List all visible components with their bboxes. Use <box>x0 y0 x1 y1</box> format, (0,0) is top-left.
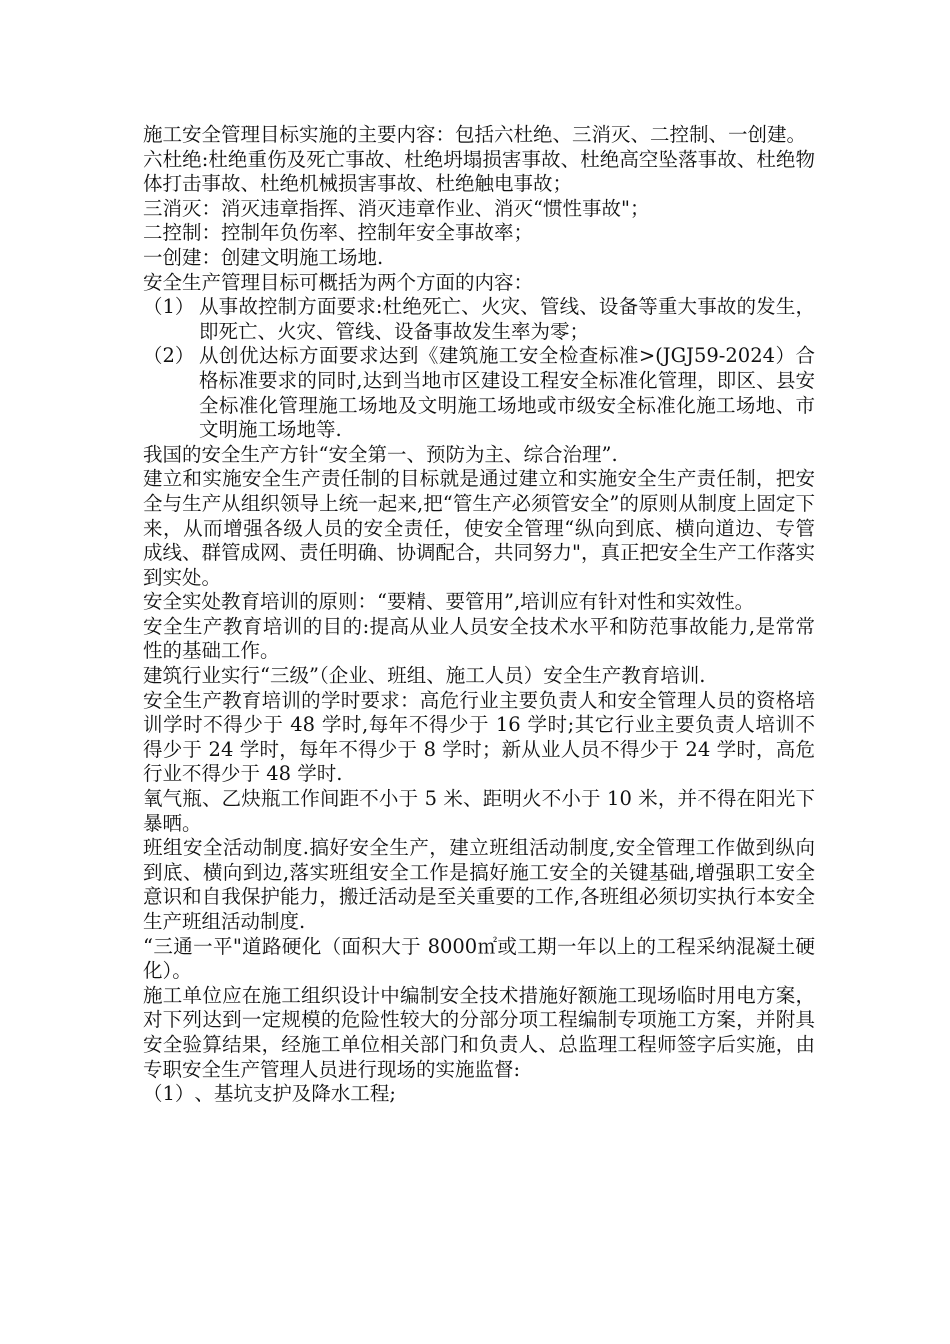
paragraph-construction-plan: 施工单位应在施工组织设计中编制安全技术措施好额施工现场临时用电方案，对下列达到一定规模的危险性较大的分部分项工程编制专项施工方案，并附具安全验算结果，经施工单位相关部门和负责人、总监理工程师签字后实施，由专职安全生产管理人员进行现场的实施监督: <box>143 983 815 1081</box>
paragraph-training-hours: 安全生产教育培训的学时要求：高危行业主要负责人和安全管理人员的资格培训学时不得少于 48 学时,每年不得少于 16 学时;其它行业主要负责人培训不得少于 24 学时，每年不得少于 8 学时；新从业人员不得少于 24 学时，高危行业不得少于 48 学时. <box>143 688 815 786</box>
goal-item-text: 从事故控制方面要求:杜绝死亡、火灾、管线、设备等重大事故的发生，即死亡、火灾、管线、设备事故发生率为零； <box>199 295 815 343</box>
document-body <box>143 123 815 1107</box>
paragraph-road-hardening: “三通一平"道路硬化（面积大于 8000㎡或工期一年以上的工程采纳混凝土硬化）。 <box>143 934 815 983</box>
paragraph-six-eliminations: 六杜绝:杜绝重伤及死亡事故、杜绝坍塌损害事故、杜绝高空坠落事故、杜绝物体打击事故、杜绝机械损害事故、杜绝触电事故； <box>143 147 815 196</box>
list-item-text: 、基坑支护及降水工程; <box>194 1082 396 1106</box>
goal-item-number: （1） <box>143 295 195 319</box>
paragraph-team-activity: 班组安全活动制度.搞好安全生产，建立班组活动制度,安全管理工作做到纵向到底、横向到边,落实班组安全工作是搞好施工安全的关键基础,增强职工安全意识和自我保护能力，搬迁活动是至关重要的工作,各班组必须切实执行本安全生产班组活动制度. <box>143 836 815 933</box>
goal-item-accident-control <box>143 295 815 344</box>
paragraph-training-principle: 安全实处教育培训的原则：“要精、要管用”,培训应有针对性和实效性。 <box>143 590 755 614</box>
paragraph-one-creation: 一创建：创建文明施工场地. <box>143 245 384 269</box>
goal-item-number: （2） <box>143 344 195 368</box>
list-item-number: （1） <box>143 1082 195 1106</box>
paragraph-three-eliminations: 三消灭：消灭违章指挥、消灭违章作业、消灭“惯性事故"； <box>143 196 650 220</box>
goal-item-text: 从创优达标方面要求达到《建筑施工安全检查标准>(JGJ59-2024）合格标准要求的同时,达到当地市区建设工程安全标准化管理，即区、县安全标准化管理施工场地及文明施工场地或市级安全标准化施工场地、市文明施工场地等. <box>199 344 815 442</box>
paragraph-safety-policy: 我国的安全生产方针“安全第一、预防为主、综合治理”. <box>143 442 618 466</box>
list-item-foundation-pit <box>143 1082 815 1107</box>
paragraph-goal-summary: 安全生产管理目标可概括为两个方面的内容： <box>143 270 534 294</box>
paragraph-three-level-training: 建筑行业实行“三级”（企业、班组、施工人员）安全生产教育培训. <box>143 664 706 688</box>
paragraph-two-controls: 二控制：控制年负伤率、控制年安全事故率； <box>143 221 534 245</box>
paragraph-responsibility-system: 建立和实施安全生产责任制的目标就是通过建立和实施安全生产责任制，把安全与生产从组织领导上统一起来,把“管生产必须管安全”的原则从制度上固定下来，从而增强各级人员的安全责任，使安全管理“纵向到底、横向道边、专管成线、群管成网、责任明确、协调配合，共同努力"，真正把安全生产工作落实到实处。 <box>143 467 815 589</box>
paragraph-gas-cylinders: 氧气瓶、乙炔瓶工作间距不小于 5 米、距明火不小于 10 米，并不得在阳光下暴晒。 <box>143 787 815 835</box>
goal-item-standard-compliance <box>143 344 815 442</box>
paragraph-training-purpose: 安全生产教育培训的目的:提高从业人员安全技术水平和防范事故能力,是常常性的基础工作。 <box>143 614 815 663</box>
paragraph-main-content: 施工安全管理目标实施的主要内容：包括六杜绝、三消灭、二控制、一创建。 <box>143 123 807 146</box>
